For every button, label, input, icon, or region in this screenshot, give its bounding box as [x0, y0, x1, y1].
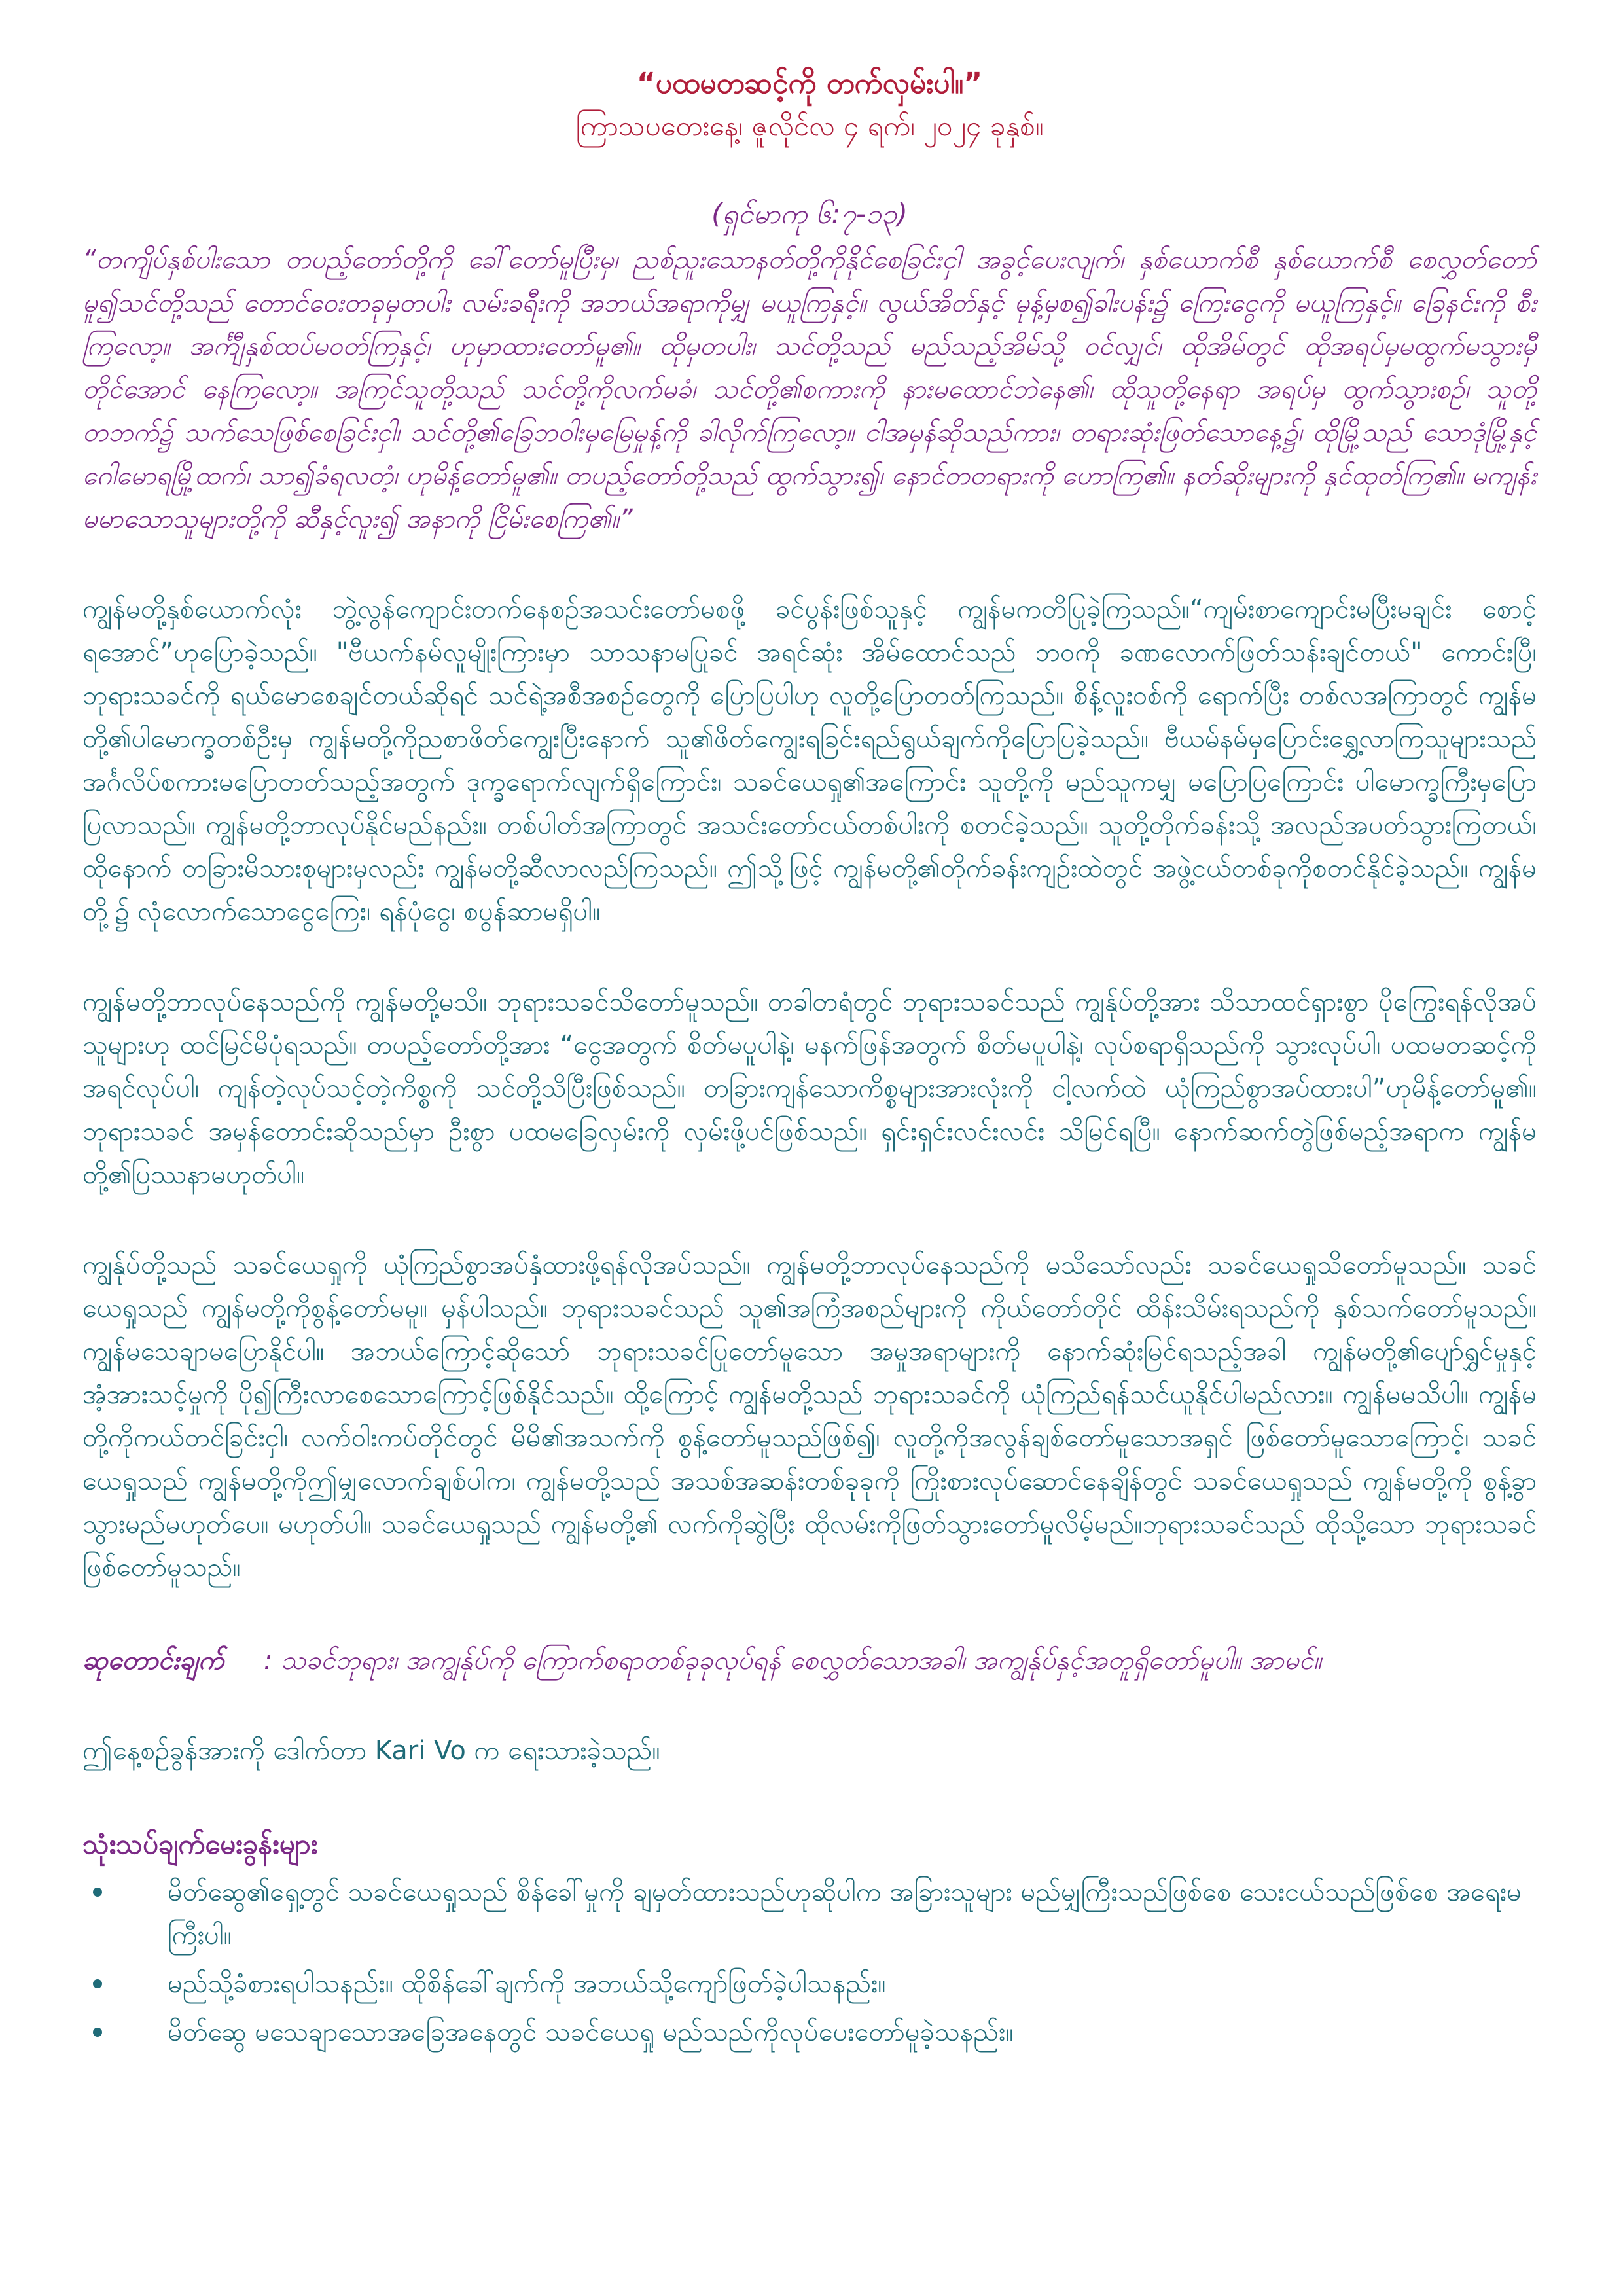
questions-heading: သုံးသပ်ချက်မေးခွန်းများ	[82, 1828, 318, 1860]
author-credit: ဤနေ့စဉ်ခွန်အားကို ဒေါက်တာ Kari Vo က ရေးသားခဲ့သည်။	[82, 1736, 660, 1766]
body-paragraph-1: ကျွန်မတို့နှစ်ယောက်လုံး ဘွဲ့လွန်ကျောင်းတက်နေစဉ်အသင်းတော်မစဖို့ ခင်ပွန်းဖြစ်သူနှင့် ကျွန်မကတိပြုခဲ့ကြသည်။“ကျမ်းစာကျောင်းမပြီးမချင်း စောင့်ရအောင်”ဟုပြောခဲ့သည်။ "ဗီယက်နမ်လူမျိုးကြားမှာ သာသနာမပြုခင် အရင်ဆုံး အိမ်ထောင်သည် ဘဝကို ခဏလောက်ဖြတ်သန်းချင်တယ်" ကောင်းပြီ၊ ဘုရားသခင်ကို ရယ်မောစေချင်တယ်ဆိုရင် သင်ရဲ့အစီအစဉ်တွေကို ပြောပြပါဟု လူတို့ပြောတတ်ကြသည်။ စိန့်လူးဝစ်ကို ရောက်ပြီး တစ်လအကြာတွင် ကျွန်မတို့၏ပါမောက္ခတစ်ဦးမှ ကျွန်မတို့ကိုညစာဖိတ်ကျွေးပြီးနောက် သူ၏ဖိတ်ကျွေးရခြင်းရည်ရွယ်ချက်ကိုပြောပြခဲ့သည်။ ဗီယမ်နမ်မှပြောင်းရွှေ့လာကြသူများသည် အင်္ဂလိပ်စကားမပြောတတ်သည့်အတွက် ဒုက္ခရောက်လျက်ရှိကြောင်း၊ သခင်ယေရှု၏အကြောင်း သူတို့ကို မည်သူကမျှ မပြောပြကြောင်း ပါမောက္ခကြီးမှပြောပြလာသည်။ ကျွန်မတို့ဘာလုပ်နိုင်မည်နည်း။ တစ်ပါတ်အကြာတွင် အသင်းတော်ငယ်တစ်ပါးကို စတင်ခဲ့သည်။ သူတို့တိုက်ခန်းသို့ အလည်အပတ်သွားကြတယ်၊ ထိုနောက် တခြားမိသားစုများမှလည်း ကျွန်မတို့ဆီလာလည်ကြသည်။ ဤသို့ဖြင့် ကျွန်မတို့၏တိုက်ခန်းကျဉ်းထဲတွင် အဖွဲ့ငယ်တစ်ခုကိုစတင်နိုင်ခဲ့သည်။ ကျွန်မတို့၌ လုံလောက်သောငွေကြေး၊ ရန်ပုံငွေ၊ စပွန်ဆာမရှိပါ။	[82, 594, 1537, 927]
question-item	[82, 1871, 1537, 1957]
body-paragraph-3: ကျွန်ုပ်တို့သည် သခင်ယေရှုကို ယုံကြည်စွာအပ်နှံထားဖို့ရန်လိုအပ်သည်။ ကျွန်မတို့ဘာလုပ်နေသည်ကို မသိသော်လည်း သခင်ယေရှုသိတော်မူသည်။ သခင်ယေရှုသည် ကျွန်မတို့ကိုစွန့်တော်မမူ။ မှန်ပါသည်။ ဘုရားသခင်သည် သူ၏အကြံအစည်များကို ကိုယ်တော်တိုင် ထိန်းသိမ်းရသည်ကို နှစ်သက်တော်မူသည်။ ကျွန်မသေချာမပြောနိုင်ပါ။ အဘယ်ကြောင့်ဆိုသော် ဘုရားသခင်ပြုတော်မူသော အမှုအရာများကို နောက်ဆုံးမြင်ရသည့်အခါ ကျွန်မတို့၏ပျော်ရွှင်မှုနှင့်အံ့အားသင့်မှုကို ပို၍ကြီးလာစေသောကြောင့်ဖြစ်နိုင်သည်။ ထို့ကြောင့် ကျွန်မတို့သည် ဘုရားသခင်ကို ယုံကြည်ရန်သင်ယူနိုင်ပါမည်လား။ ကျွန်မမသိပါ။ ကျွန်မတို့ကိုကယ်တင်ခြင်းငှါ၊ လက်ဝါးကပ်တိုင်တွင် မိမိ၏အသက်ကို စွန့်တော်မူသည်ဖြစ်၍၊ လူတို့ကိုအလွန်ချစ်တော်မူသောအရှင် ဖြစ်တော်မူသောကြောင့်၊ သခင်ယေရှုသည် ကျွန်မတို့ကိုဤမျှလောက်ချစ်ပါက၊ ကျွန်မတို့သည် အသစ်အဆန်းတစ်ခုခုကို ကြိုးစားလုပ်ဆောင်နေချိန်တွင် သခင်ယေရှုသည် ကျွန်မတို့ကို စွန့်ခွာသွားမည်မဟုတ်ပေ။ မဟုတ်ပါ။ သခင်ယေရှုသည် ကျွန်မတို့၏ လက်ကိုဆွဲပြီး ထိုလမ်းကိုဖြတ်သွားတော်မူလိမ့်မည်။ဘုရားသခင်သည် ထိုသို့သော ဘုရားသခင်ဖြစ်တော်မူသည်။	[82, 1250, 1537, 1583]
scripture-text: “တကျိပ်နှစ်ပါးသော တပည့်တော်တို့ကို ခေါ်တော်မူပြီးမှ၊ ညစ်ညူးသောနတ်တို့ကိုနိုင်စေခြင်းငှါ အခွင့်ပေးလျက်၊ နှစ်ယောက်စီ နှစ်ယောက်စီ စေလွှတ်တော်မူ၍သင်တို့သည် တောင်ဝေးတခုမှတပါး လမ်းခရီးကို အဘယ်အရာကိုမျှ မယူကြနှင့်။ လွယ်အိတ်နှင့် မုန့်မှစ၍ခါးပန်း၌ ကြေးငွေကို မယူကြနှင့်။ ခြေနင်းကို စီးကြလော့။ အင်္ကျီနှစ်ထပ်မဝတ်ကြနှင့်၊ ဟုမှာထားတော်မူ၏။ ထိုမှတပါး၊ သင်တို့သည် မည်သည့်အိမ်သို့ ဝင်လျှင်၊ ထိုအိမ်တွင် ထိုအရပ်မှမထွက်မသွားမှီတိုင်အောင် နေကြလော့။ အကြင်သူတို့သည် သင်တို့ကိုလက်မခံ၊ သင်တို့၏စကားကို နားမထောင်ဘဲနေ၏၊ ထိုသူတို့နေရာ အရပ်မှ ထွက်သွားစဉ်၊ သူတို့တဘက်၌ သက်သေဖြစ်စေခြင်းငှါ၊ သင်တို့၏ခြေဘဝါးမှမြေမှုန့်ကို ခါလိုက်ကြလော့။ ငါအမှန်ဆိုသည်ကား၊ တရားဆုံးဖြတ်သောနေ့၌၊ ထိုမြို့သည် သောဒုံမြို့နှင့်ဂေါမောရမြို့ထက်၊ သာ၍ခံရလတံ့၊ ဟုမိန့်တော်မူ၏။ တပည့်တော်တို့သည် ထွက်သွား၍၊ နောင်တတရားကို ဟောကြ၏။ နတ်ဆိုးများကို နှင်ထုတ်ကြ၏။ မကျန်းမမာသောသူများတို့ကို ဆီနှင့်လူး၍ အနာကို ငြိမ်းစေကြ၏။”	[82, 245, 1537, 534]
question-text: မည်သို့ခံစားရပါသနည်း။ ထိုစိန်ခေါ်ချက်ကို အဘယ်သို့ကျော်ဖြတ်ခဲ့ပါသနည်း။	[168, 1969, 886, 1999]
question-text: မိတ်ဆွေ မသေချာသောအခြေအနေတွင် သခင်ယေရှု မည်သည်ကိုလုပ်ပေးတော်မူခဲ့သနည်း။	[168, 2017, 1014, 2047]
prayer	[82, 1639, 1537, 1682]
devotional-page	[82, 63, 1537, 2059]
questions-list	[82, 1871, 1537, 2054]
prayer-label: ဆုတောင်းချက်	[82, 1645, 224, 1676]
body-paragraph-2: ကျွန်မတို့ဘာလုပ်နေသည်ကို ကျွန်မတို့မသိ။ ဘုရားသခင်သိတော်မူသည်။ တခါတရံတွင် ဘုရားသခင်သည် ကျွန်ုပ်တို့အား သိသာထင်ရှားစွာ ပိုကြွေးရန်လိုအပ်သူများဟု ထင်မြင်မိပုံရသည်။ တပည့်တော်တို့အား “ငွေအတွက် စိတ်မပူပါနဲ့၊ မနက်ဖြန်အတွက် စိတ်မပူပါနဲ့၊ လုပ်စရာရှိသည်ကို သွားလုပ်ပါ၊ ပထမတဆင့်ကို အရင်လုပ်ပါ၊ ကျန်တဲ့လုပ်သင့်တဲ့ကိစ္စကို သင်တို့သိပြီးဖြစ်သည်။ တခြားကျန်သောကိစ္စများအားလုံးကို ငါ့လက်ထဲ ယုံကြည်စွာအပ်ထားပါ”ဟုမိန့်တော်မူ၏။ ဘုရားသခင် အမှန်တောင်းဆိုသည်မှာ ဦးစွာ ပထမခြေလှမ်းကို လှမ်းဖို့ပင်ဖြစ်သည်။ ရှင်းရှင်းလင်းလင်း သိမြင်ရပြီ။ နောက်ဆက်တွဲဖြစ်မည့်အရာက ကျွန်မတို့၏ပြဿနာမဟုတ်ပါ။	[82, 987, 1537, 1190]
page-title: “ပထမတဆင့်ကို တက်လှမ်းပါ။”	[636, 67, 983, 100]
page-date: ကြာသပတေးနေ့၊ ဇူလိုင်လ ၄ ရက်၊ ၂၀၂၄ ခုနှစ်။	[575, 110, 1044, 142]
prayer-text: : သခင်ဘုရား၊ အကျွန်ုပ်ကို ကြောက်စရာတစ်ခုခုလုပ်ရန် စေလွှတ်သောအခါ၊ အကျွန်ုပ်နှင့်အတူရှိတော်မူပါ။ အာမင်။	[263, 1645, 1322, 1676]
question-item	[82, 2011, 1537, 2054]
question-text: မိတ်ဆွေ၏ရှေ့တွင် သခင်ယေရှုသည် စိန်ခေါ်မှုကို ချမှတ်ထားသည်ဟုဆိုပါက အခြားသူများ မည်မျှကြီးသည်ဖြစ်စေ သေးငယ်သည်ဖြစ်စေ အရေးမကြီးပါ။	[168, 1877, 1522, 1950]
question-item	[82, 1962, 1537, 2005]
scripture-reference: (ရှင်မာကု ၆:၇-၁၃)	[711, 198, 908, 230]
bullet-icon	[93, 1979, 102, 1988]
bullet-icon	[93, 1888, 102, 1897]
bullet-icon	[93, 2028, 102, 2037]
